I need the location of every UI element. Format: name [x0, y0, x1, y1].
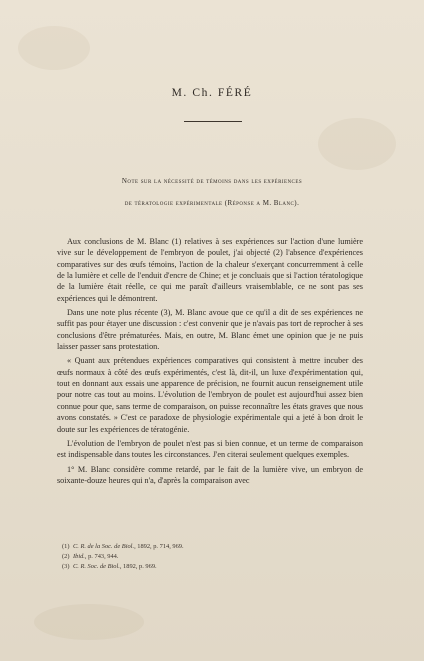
- article-title-line-2: de tératologie expérimentale (Réponse a M. Blanc).: [124, 199, 300, 207]
- body-paragraph-2: Dans une note plus récente (3), M. Blanc avoue que ce qu'il a dit de ses expériences ne suffit pas pour étayer une discussion : c'est convenir que je n'avais pas tort de reprocher à ses conclusions d'être prématurées. Mais, en outre, M. Blanc émet une opinion que je ne puis laisser passer sans protestation.: [57, 308, 363, 352]
- body-paragraph-5: 1° M. Blanc considère comme retardé, par le fait de la lumière vive, un embryon de soixante-douze heures qui n'a, d'après la comparaison avec: [57, 464, 363, 485]
- footnote: [62, 552, 322, 562]
- author-name: M. Ch. FÉRÉ: [171, 87, 253, 99]
- footnote: [62, 562, 322, 572]
- paper-stain: [34, 604, 144, 640]
- footnote-details: , 1892, p. 714, 969.: [134, 543, 184, 550]
- body-paragraph-4: L'évolution de l'embryon de poulet n'est pas si bien connue, et un terme de comparaison est indispensable dans toutes les circonstances. J'en citerai seulement quelques exemples.: [57, 438, 363, 460]
- paper-stain: [18, 26, 90, 70]
- footnote-number: (2): [62, 553, 70, 560]
- footnotes: [62, 542, 322, 572]
- footnote-number: (1): [62, 543, 70, 550]
- footnote: [62, 542, 322, 552]
- article-body: [57, 236, 363, 489]
- footnote-details: , p. 743, 944.: [84, 553, 119, 560]
- article-title-line-1: Note sur la nécessité de témoins dans les expériences: [121, 177, 303, 185]
- footnote-source: C. R. Soc. de Biol.: [73, 563, 120, 570]
- paper-stain: [318, 118, 396, 170]
- footnote-source: Ibid.: [73, 553, 85, 560]
- footnote-source: C. R. de la Soc. de Biol.: [73, 543, 135, 550]
- footnote-number: (3): [62, 563, 70, 570]
- body-paragraph-1: Aux conclusions de M. Blanc (1) relatives à ses expériences sur l'action d'une lumière vive sur le développement de l'embryon de poulet, j'ai objecté (2) l'absence d'expériences comparatives sur des œufs témoins, l'action de la chaleur s'exerçant concurremment à celle de la lumière et celle de l'enduit d'encre de Chine; et je concluais que si l'action tératologique de la lumière était réelle, ce qui me paraît d'ailleurs vraisemblable, ce ne sont pas ses expériences qui le démontrent.: [57, 237, 363, 303]
- footnote-details: , 1892, p. 969.: [119, 563, 157, 570]
- title-rule: [184, 121, 242, 122]
- body-paragraph-3: « Quant aux prétendues expériences comparatives qui consistent à mettre incuber des œufs normaux à côté des œufs expérimentés, c'est là, dit-il, un luxe d'expérimentation qui, tout en donnant aux essais une apparence de précision, ne fournit aucun renseignement utile pour notre cas tout au moins. L'évolution de l'embryon de poulet est aujourd'hui assez bien connue pour que, sans terme de comparaison, on puisse reconnaître les états graves que nous avons constatés. » C'est ce paradoxe de physiologie expérimentale qui a jeté à bon droit le doute sur les expériences de tératogénie.: [57, 356, 363, 434]
